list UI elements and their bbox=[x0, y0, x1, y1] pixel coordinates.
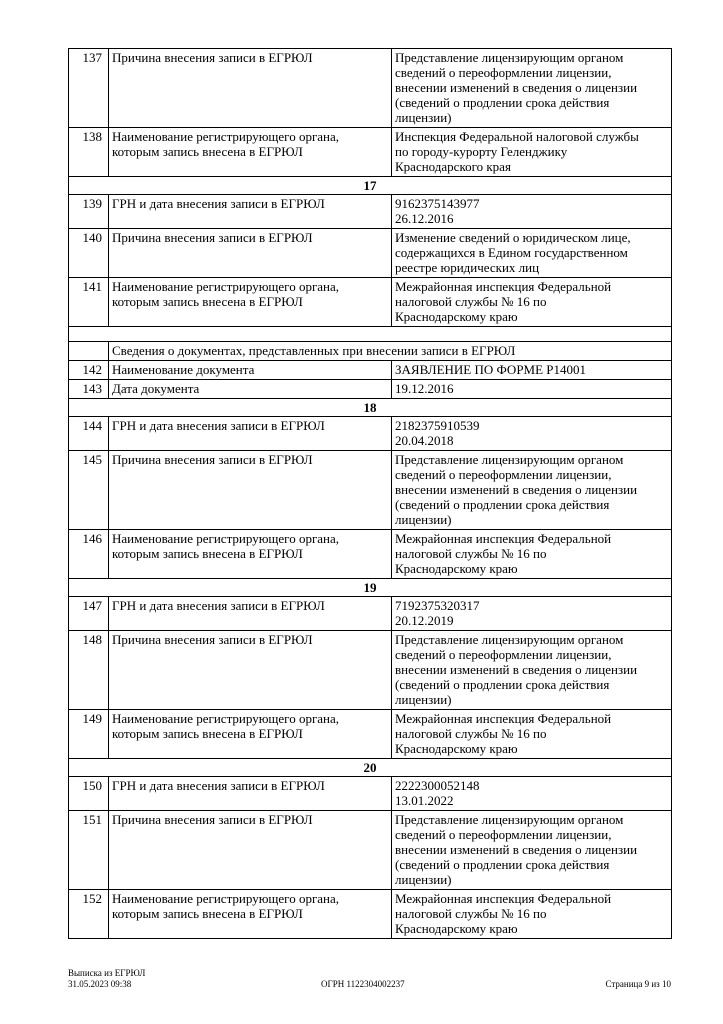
row-number: 146 bbox=[69, 530, 109, 579]
footer-doc-info bbox=[68, 968, 145, 990]
table-row bbox=[69, 278, 672, 327]
row-number: 149 bbox=[69, 710, 109, 759]
table-row bbox=[69, 380, 672, 399]
row-number: 143 bbox=[69, 380, 109, 399]
row-number: 150 bbox=[69, 777, 109, 811]
section-number: 18 bbox=[69, 399, 672, 417]
row-label: Наименование регистрирующего органа, которым запись внесена в ЕГРЮЛ bbox=[109, 530, 392, 579]
section-header-row bbox=[69, 177, 672, 195]
row-number: 147 bbox=[69, 597, 109, 631]
row-value: Представление лицензирующим органом сведений о переоформлении лицензии, внесении изменений в сведения о лицензии (сведений о продлении срока действия лицензии) bbox=[392, 811, 672, 890]
row-value: Межрайонная инспекция Федеральной налоговой службы № 16 по Краснодарскому краю bbox=[392, 890, 672, 939]
table-row bbox=[69, 811, 672, 890]
row-value: 7192375320317 20.12.2019 bbox=[392, 597, 672, 631]
table-row bbox=[69, 890, 672, 939]
row-value: Представление лицензирующим органом сведений о переоформлении лицензии, внесении изменений в сведения о лицензии (сведений о продлении срока действия лицензии) bbox=[392, 631, 672, 710]
subheader-title: Сведения о документах, представленных при внесении записи в ЕГРЮЛ bbox=[109, 342, 672, 361]
footer-datetime: 31.05.2023 09:38 bbox=[68, 979, 132, 989]
section-number: 19 bbox=[69, 579, 672, 597]
row-label: Причина внесения записи в ЕГРЮЛ bbox=[109, 631, 392, 710]
row-value: Межрайонная инспекция Федеральной налоговой службы № 16 по Краснодарскому краю bbox=[392, 278, 672, 327]
row-value: Межрайонная инспекция Федеральной налоговой службы № 16 по Краснодарскому краю bbox=[392, 710, 672, 759]
row-label: Причина внесения записи в ЕГРЮЛ bbox=[109, 49, 392, 128]
row-label: Причина внесения записи в ЕГРЮЛ bbox=[109, 451, 392, 530]
row-value: Представление лицензирующим органом сведений о переоформлении лицензии, внесении изменений в сведения о лицензии (сведений о продлении срока действия лицензии) bbox=[392, 49, 672, 128]
row-value: Изменение сведений о юридическом лице, содержащихся в Едином государственном реестре юридических лиц bbox=[392, 229, 672, 278]
row-label: Наименование регистрирующего органа, которым запись внесена в ЕГРЮЛ bbox=[109, 710, 392, 759]
row-number: 140 bbox=[69, 229, 109, 278]
section-number: 20 bbox=[69, 759, 672, 777]
egrul-extract-table bbox=[68, 48, 672, 939]
section-header-row bbox=[69, 579, 672, 597]
table-row bbox=[69, 597, 672, 631]
row-value: 2222300052148 13.01.2022 bbox=[392, 777, 672, 811]
table-row bbox=[69, 631, 672, 710]
row-number: 152 bbox=[69, 890, 109, 939]
row-label: ГРН и дата внесения записи в ЕГРЮЛ bbox=[109, 417, 392, 451]
row-value: 19.12.2016 bbox=[392, 380, 672, 399]
blank-cell bbox=[69, 327, 672, 342]
row-label: Дата документа bbox=[109, 380, 392, 399]
row-label: Наименование регистрирующего органа, которым запись внесена в ЕГРЮЛ bbox=[109, 128, 392, 177]
section-header-row bbox=[69, 399, 672, 417]
footer-ogrn: ОГРН 1122304002237 bbox=[321, 979, 405, 989]
row-value: 9162375143977 26.12.2016 bbox=[392, 195, 672, 229]
row-label: ГРН и дата внесения записи в ЕГРЮЛ bbox=[109, 777, 392, 811]
row-number: 148 bbox=[69, 631, 109, 710]
table-row bbox=[69, 530, 672, 579]
footer-doc-title: Выписка из ЕГРЮЛ bbox=[68, 968, 146, 978]
table-row bbox=[69, 361, 672, 380]
row-number: 139 bbox=[69, 195, 109, 229]
row-number: 145 bbox=[69, 451, 109, 530]
row-label: Причина внесения записи в ЕГРЮЛ bbox=[109, 229, 392, 278]
section-number: 17 bbox=[69, 177, 672, 195]
row-number: 151 bbox=[69, 811, 109, 890]
row-label: ГРН и дата внесения записи в ЕГРЮЛ bbox=[109, 597, 392, 631]
row-number: 138 bbox=[69, 128, 109, 177]
row-label: Наименование регистрирующего органа, которым запись внесена в ЕГРЮЛ bbox=[109, 890, 392, 939]
row-value: ЗАЯВЛЕНИЕ ПО ФОРМЕ Р14001 bbox=[392, 361, 672, 380]
row-value: 2182375910539 20.04.2018 bbox=[392, 417, 672, 451]
table-row bbox=[69, 229, 672, 278]
row-label: Наименование документа bbox=[109, 361, 392, 380]
table-row bbox=[69, 195, 672, 229]
table-row bbox=[69, 128, 672, 177]
subheader-row bbox=[69, 342, 672, 361]
table-row bbox=[69, 49, 672, 128]
row-number: 144 bbox=[69, 417, 109, 451]
table-row bbox=[69, 417, 672, 451]
section-header-row bbox=[69, 759, 672, 777]
row-label: Причина внесения записи в ЕГРЮЛ bbox=[109, 811, 392, 890]
row-value: Межрайонная инспекция Федеральной налоговой службы № 16 по Краснодарскому краю bbox=[392, 530, 672, 579]
row-number: 137 bbox=[69, 49, 109, 128]
page-footer bbox=[68, 968, 671, 992]
row-label: ГРН и дата внесения записи в ЕГРЮЛ bbox=[109, 195, 392, 229]
table-row bbox=[69, 710, 672, 759]
row-value: Представление лицензирующим органом сведений о переоформлении лицензии, внесении изменений в сведения о лицензии (сведений о продлении срока действия лицензии) bbox=[392, 451, 672, 530]
table-row bbox=[69, 777, 672, 811]
row-number: 141 bbox=[69, 278, 109, 327]
table-body bbox=[69, 49, 672, 939]
row-value: Инспекция Федеральной налоговой службы по городу-курорту Геленджику Краснодарского края bbox=[392, 128, 672, 177]
row-number: 142 bbox=[69, 361, 109, 380]
row-label: Наименование регистрирующего органа, которым запись внесена в ЕГРЮЛ bbox=[109, 278, 392, 327]
subheader-spacer-cell bbox=[69, 342, 109, 361]
table-row bbox=[69, 451, 672, 530]
footer-page-number: Страница 9 из 10 bbox=[605, 979, 671, 989]
blank-row bbox=[69, 327, 672, 342]
